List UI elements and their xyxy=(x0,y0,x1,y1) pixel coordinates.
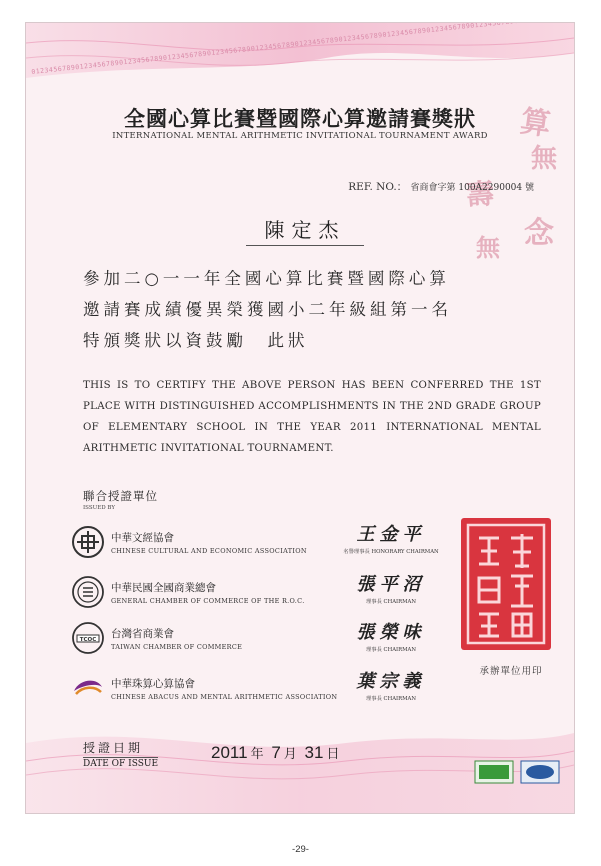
organization-name-english: CHINESE ABACUS AND MENTAL ARITHMETIC ASSOCIATION xyxy=(111,693,338,701)
issued-by-label-english: ISSUED BY xyxy=(83,505,115,511)
abacus-association-logo-icon xyxy=(71,671,105,705)
date-year-unit: 年 xyxy=(250,747,264,762)
decorative-calligraphy: 算 xyxy=(518,104,553,143)
issued-by-heading xyxy=(83,488,158,511)
body-english: THIS IS TO CERTIFY THE ABOVE PERSON HAS BEEN CONFERRED THE 1ST PLACE WITH DISTINGUISHED ACCOMPLISHMENTS IN THE 2ND GRADE GROUP OF ELEMENTARY SCHOOL IN THE YEAR 2011 INTERNATIONAL MENTAL ARITHMETIC INVITATIONAL TOURNAMENT. xyxy=(83,380,541,454)
reference-code: 省商會字第 100A2290004 號 xyxy=(410,183,534,193)
organization-name-chinese: 台灣省商業會 xyxy=(111,628,174,640)
organization-name-chinese: 中華民國全國商業總會 xyxy=(111,582,216,594)
issuer-organization xyxy=(71,525,331,561)
organization-name-chinese: 中華珠算心算協會 xyxy=(111,678,195,690)
decorative-calligraphy: 無 xyxy=(531,144,558,174)
decorative-calligraphy: 無 xyxy=(476,233,500,262)
signature-block xyxy=(316,667,466,702)
signature: 張平沼 xyxy=(356,574,426,595)
signature-block xyxy=(316,570,466,605)
cultural-economic-association-logo-icon xyxy=(71,525,105,559)
signer-role: 理事長 CHAIRMAN xyxy=(365,647,417,653)
signature-block xyxy=(316,520,466,555)
issued-by-label-chinese: 聯合授證單位 xyxy=(83,489,158,503)
signer-role: 理事長 CHAIRMAN xyxy=(365,696,417,702)
signer-role: 名譽理事長 HONORARY CHAIRMAN xyxy=(343,549,439,555)
issuer-organization xyxy=(71,575,331,611)
organization-name-chinese: 中華文經協會 xyxy=(111,532,174,544)
body-chinese-line: 邀請賽成績優異榮獲國小二年級組第一名 xyxy=(83,300,452,319)
organization-name-english: TAIWAN CHAMBER OF COMMERCE xyxy=(111,643,243,651)
certificate xyxy=(25,22,575,814)
decorative-calligraphy: 念 xyxy=(524,216,554,251)
seal-label: 承辦單位用印 xyxy=(479,666,543,677)
date-of-issue-value xyxy=(211,743,342,763)
recipient-name-line xyxy=(246,214,364,246)
date-of-issue-label-chinese: 授證日期 xyxy=(83,741,144,755)
issuer-organization xyxy=(71,621,331,657)
organization-name-english: GENERAL CHAMBER OF COMMERCE OF THE R.O.C. xyxy=(111,597,305,605)
organization-name-english: CHINESE CULTURAL AND ECONOMIC ASSOCIATION xyxy=(111,547,307,555)
taiwan-chamber-commerce-logo-icon xyxy=(71,621,105,655)
body-chinese-line: 參加二○一一年全國心算比賽暨國際心算 xyxy=(83,269,450,288)
certification-badges-icon xyxy=(473,753,563,787)
signature: 葉宗義 xyxy=(356,671,426,692)
signer-role: 理事長 CHAIRMAN xyxy=(365,599,417,605)
page-number: -29- xyxy=(292,844,309,855)
title-english: INTERNATIONAL MENTAL ARITHMETIC INVITATIONAL TOURNAMENT AWARD xyxy=(112,131,488,141)
recipient-name: 陳定杰 xyxy=(264,218,346,242)
date-day-unit: 日 xyxy=(326,747,340,762)
title-chinese: 全國心算比賽暨國際心算邀請賽獎狀 xyxy=(124,107,476,131)
reference-number xyxy=(348,179,534,194)
signature: 張榮味 xyxy=(356,622,426,643)
top-wave-decoration xyxy=(26,23,574,113)
general-chamber-commerce-logo-icon xyxy=(71,575,105,609)
date-year: 2011 xyxy=(211,743,248,762)
signature-block xyxy=(316,618,466,653)
official-seal-stamp xyxy=(459,516,553,652)
body-chinese xyxy=(83,263,533,356)
body-chinese-line: 特頒獎狀以資鼓勵 此狀 xyxy=(83,331,309,350)
signature: 王金平 xyxy=(356,524,426,545)
date-of-issue-label-english: DATE OF ISSUE xyxy=(83,759,159,769)
decorative-calligraphy: 壽 xyxy=(464,176,496,213)
date-month: 7 xyxy=(271,743,281,762)
date-month-unit: 月 xyxy=(283,747,297,762)
reference-label: REF. NO.： xyxy=(348,181,408,193)
svg-text:TCOC: TCOC xyxy=(79,637,97,643)
date-day: 31 xyxy=(304,743,324,762)
